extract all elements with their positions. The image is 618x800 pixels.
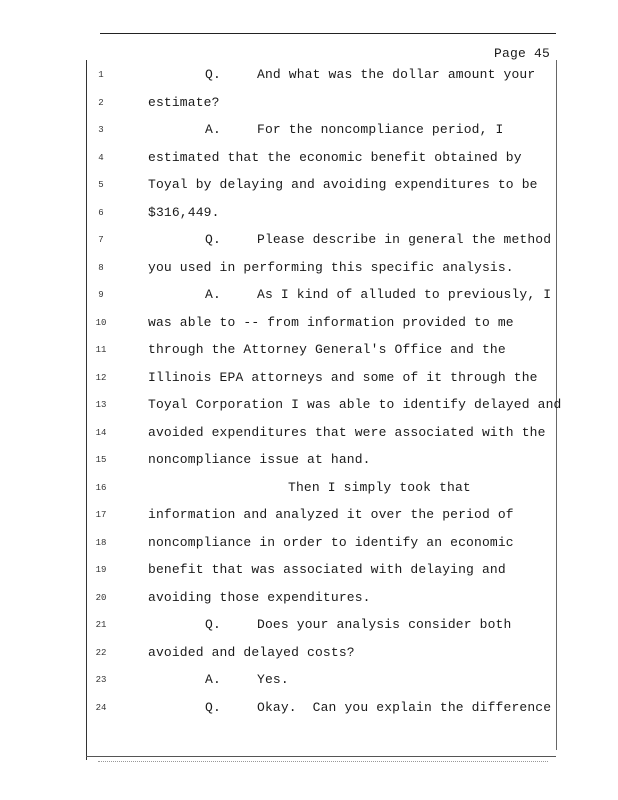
line-text: avoided and delayed costs? — [148, 644, 355, 660]
line-number: 16 — [95, 482, 107, 493]
line-text: through the Attorney General's Office and the — [148, 342, 506, 357]
line-number: 5 — [98, 180, 104, 190]
question-marker: Q. — [205, 232, 221, 247]
line-number: 12 — [95, 372, 107, 383]
line-number: 7 — [98, 235, 104, 245]
line-text — [205, 120, 504, 140]
question-marker: Q. — [205, 617, 221, 632]
line-text: information and analyzed it over the period of — [148, 507, 514, 522]
line-content: Does your analysis consider both — [257, 617, 512, 632]
transcript-line — [0, 505, 618, 525]
line-number: 18 — [95, 537, 107, 548]
line-text: noncompliance in order to identify an economic — [148, 534, 514, 550]
line-number: 24 — [95, 702, 107, 713]
line-content: For the noncompliance period, I — [257, 122, 504, 137]
transcript-line — [0, 615, 618, 635]
line-number: 19 — [95, 565, 107, 575]
line-text — [205, 670, 289, 690]
transcript-line — [0, 230, 618, 250]
transcript-line — [0, 423, 618, 443]
line-number: 9 — [98, 290, 104, 300]
question-marker: Q. — [205, 67, 221, 82]
transcript-line — [0, 670, 618, 690]
line-number: 10 — [95, 317, 107, 328]
answer-marker: A. — [205, 287, 221, 302]
line-number: 1 — [98, 70, 104, 80]
line-text: Illinois EPA attorneys and some of it through the — [148, 369, 538, 385]
line-number: 3 — [98, 125, 104, 135]
transcript-line — [0, 368, 618, 388]
line-number: 8 — [98, 262, 104, 273]
line-number: 4 — [98, 152, 104, 163]
line-content: Please describe in general the method — [257, 232, 552, 247]
line-number: 13 — [95, 400, 107, 410]
line-number: 20 — [95, 592, 107, 603]
line-text — [205, 65, 535, 85]
transcript-line — [0, 588, 618, 608]
transcript-line — [0, 175, 618, 195]
line-text — [205, 285, 551, 305]
line-text: noncompliance issue at hand. — [148, 452, 371, 467]
top-rule — [100, 33, 556, 34]
line-number: 11 — [95, 345, 107, 355]
transcript-line — [0, 258, 618, 278]
transcript-line — [0, 120, 618, 140]
transcript-line — [0, 450, 618, 470]
line-content: And what was the dollar amount your — [257, 67, 536, 82]
line-number: 15 — [95, 455, 107, 465]
line-text — [205, 615, 511, 635]
line-text — [205, 230, 551, 250]
line-text: benefit that was associated with delaying and — [148, 562, 506, 577]
line-text: Toyal Corporation I was able to identify delayed and — [148, 397, 562, 412]
transcript-line — [0, 65, 618, 85]
line-text: Then I simply took that — [288, 479, 471, 495]
question-marker: Q. — [205, 699, 221, 715]
transcript-line — [0, 560, 618, 580]
transcript-line — [0, 340, 618, 360]
transcript-line — [0, 533, 618, 553]
line-text — [205, 698, 551, 718]
transcript-line — [0, 285, 618, 305]
line-number: 22 — [95, 647, 107, 658]
transcript-line — [0, 395, 618, 415]
line-number: 17 — [95, 510, 107, 520]
line-text: was able to -- from information provided to me — [148, 314, 514, 330]
line-content: Okay. Can you explain the difference — [257, 699, 552, 715]
line-text: estimate? — [148, 94, 220, 110]
line-number: 21 — [95, 620, 107, 630]
line-number: 23 — [95, 675, 107, 685]
line-text: avoided expenditures that were associated with the — [148, 424, 546, 440]
line-content: As I kind of alluded to previously, I — [257, 287, 552, 302]
line-text: you used in performing this specific analysis. — [148, 259, 514, 275]
line-number: 2 — [98, 97, 104, 108]
transcript-line — [0, 478, 618, 498]
line-text: avoiding those expenditures. — [148, 589, 371, 605]
transcript-line — [0, 643, 618, 663]
transcript-line — [0, 148, 618, 168]
transcript-line — [0, 203, 618, 223]
page-number: Page 45 — [493, 46, 550, 61]
answer-marker: A. — [205, 672, 221, 687]
line-text: estimated that the economic benefit obtained by — [148, 149, 522, 165]
line-text: $316,449. — [148, 204, 220, 220]
line-text: Toyal by delaying and avoiding expenditures to be — [148, 177, 538, 192]
line-content: Yes. — [257, 672, 289, 687]
transcript-line — [0, 698, 618, 718]
line-number: 14 — [95, 427, 107, 438]
answer-marker: A. — [205, 122, 221, 137]
transcript-line — [0, 93, 618, 113]
footer-dotted-line — [98, 761, 548, 766]
bottom-rule — [86, 756, 556, 757]
transcript-line — [0, 313, 618, 333]
line-number: 6 — [98, 207, 104, 218]
